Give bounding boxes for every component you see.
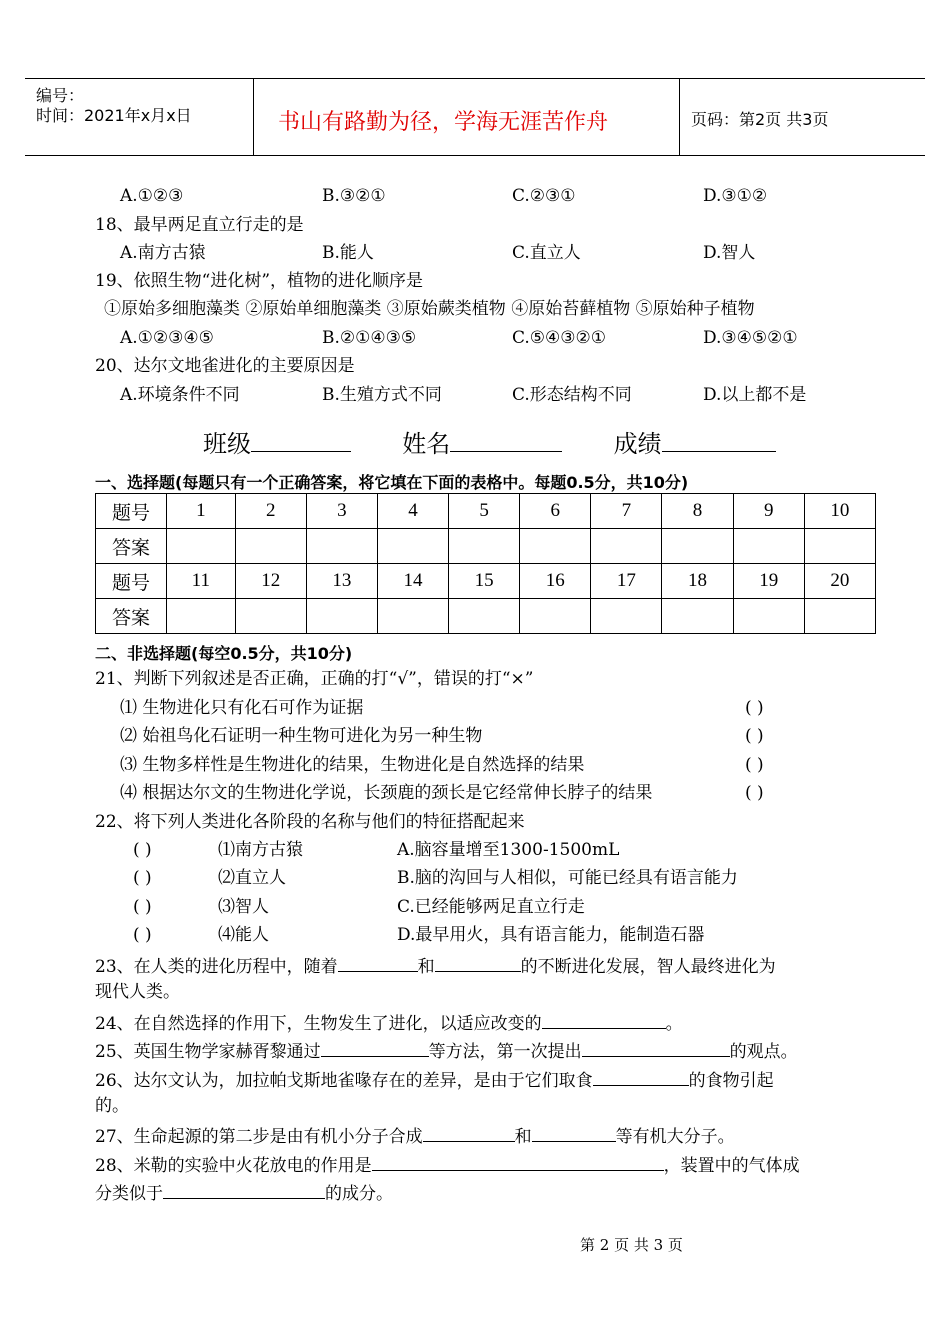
name-label: 姓名 <box>402 430 451 458</box>
answer-cell[interactable] <box>733 599 804 634</box>
q28-text: 分类似于 <box>95 1184 163 1204</box>
name-field[interactable] <box>450 429 562 452</box>
question-number: 13 <box>306 564 377 599</box>
q23-text: 23、在人类的进化历程中，随着 <box>95 957 338 977</box>
q28-blank[interactable] <box>163 1181 325 1199</box>
q18-stem: 18、最早两足直立行走的是 <box>95 215 304 235</box>
question-number: 17 <box>591 564 662 599</box>
q28-text: ，装置中的气体成 <box>663 1156 800 1176</box>
q19-items: ①原始多细胞藻类 ②原始单细胞藻类 ③原始蕨类植物 ④原始苔藓植物 ⑤原始种子植物 <box>104 299 755 319</box>
question-number: 15 <box>449 564 520 599</box>
option: B.③②① <box>322 186 386 206</box>
q22-name: ⑶智人 <box>218 897 269 917</box>
question-number: 20 <box>804 564 875 599</box>
question-number: 18 <box>662 564 733 599</box>
q27-blank[interactable] <box>532 1124 616 1142</box>
ans-label: 答案 <box>96 599 167 634</box>
header-bottom-rule <box>25 155 925 156</box>
q27-blank[interactable] <box>423 1124 515 1142</box>
answer-cell[interactable] <box>804 599 875 634</box>
q27-text: 和 <box>514 1127 532 1147</box>
question-number: 19 <box>733 564 804 599</box>
q28-continued <box>95 1181 393 1204</box>
answer-cell[interactable] <box>591 599 662 634</box>
answer-cell[interactable] <box>167 529 236 564</box>
q22-answer-paren[interactable]: ( ) <box>133 868 152 888</box>
q21-item: ⑷ 根据达尔文的生物进化学说，长颈鹿的颈长是它经常伸长脖子的结果 <box>120 783 653 803</box>
score-label: 成绩 <box>613 430 662 458</box>
option: C.形态结构不同 <box>512 385 632 405</box>
q25-blank[interactable] <box>582 1039 730 1057</box>
q26-text: 26、达尔文认为，加拉帕戈斯地雀喙存在的差异，是由于它们取食 <box>95 1071 593 1091</box>
table-row <box>96 494 876 529</box>
option: B.生殖方式不同 <box>322 385 442 405</box>
header-divider <box>253 78 254 155</box>
q28-text: 28、米勒的实验中火花放电的作用是 <box>95 1156 372 1176</box>
class-label: 班级 <box>203 430 251 458</box>
score-field[interactable] <box>662 429 776 452</box>
info-line <box>203 424 776 459</box>
q22-stem: 22、将下列人类进化各阶段的名称与他们的特征搭配起来 <box>95 812 525 832</box>
q21-item: ⑵ 始祖鸟化石证明一种生物可进化为另一种生物 <box>120 726 483 746</box>
q28-blank[interactable] <box>372 1153 664 1171</box>
q22-feature: D.最早用火，具有语言能力，能制造石器 <box>397 925 705 945</box>
option: A.①②③④⑤ <box>120 328 214 348</box>
answer-cell[interactable] <box>804 529 875 564</box>
question-number: 12 <box>235 564 306 599</box>
q22-answer-paren[interactable]: ( ) <box>133 840 152 860</box>
answer-cell[interactable] <box>449 599 520 634</box>
option: C.直立人 <box>512 243 581 263</box>
question-number: 6 <box>520 494 591 529</box>
question-number: 1 <box>167 494 236 529</box>
question-number: 14 <box>377 564 448 599</box>
option: B.能人 <box>322 243 374 263</box>
q21-answer-paren[interactable]: ( ) <box>745 755 764 775</box>
option: C.②③① <box>512 186 576 206</box>
q25 <box>95 1039 798 1062</box>
q25-text: 等方法，第一次提出 <box>428 1042 582 1062</box>
q22-feature: C.已经能够两足直立行走 <box>397 897 585 917</box>
q23-continued: 现代人类。 <box>95 982 180 1002</box>
option: D.③①② <box>703 186 768 206</box>
page-footer: 第 2 页 共 3 页 <box>580 1236 683 1254</box>
q23-blank[interactable] <box>338 954 418 972</box>
q21-answer-paren[interactable]: ( ) <box>745 783 764 803</box>
q26-text: 的食物引起 <box>688 1071 774 1091</box>
q22-name: ⑷能人 <box>218 925 269 945</box>
q22-feature: A.脑容量增至1300-1500mL <box>397 840 620 860</box>
option: A.①②③ <box>120 186 184 206</box>
q21-item: ⑶ 生物多样性是生物进化的结果，生物进化是自然选择的结果 <box>120 755 585 775</box>
q20-stem: 20、达尔文地雀进化的主要原因是 <box>95 356 355 376</box>
answer-cell[interactable] <box>662 529 733 564</box>
question-number: 9 <box>733 494 804 529</box>
q23-text: 和 <box>417 957 435 977</box>
q22-answer-paren[interactable]: ( ) <box>133 897 152 917</box>
answer-cell[interactable] <box>306 529 377 564</box>
q28-text: 的成分。 <box>325 1184 393 1204</box>
option: A.环境条件不同 <box>120 385 240 405</box>
table-row <box>96 599 876 634</box>
answer-cell[interactable] <box>235 529 306 564</box>
q24-blank[interactable] <box>542 1011 666 1029</box>
question-number: 7 <box>591 494 662 529</box>
option: C.⑤④③②① <box>512 328 607 348</box>
question-number: 5 <box>449 494 520 529</box>
q24-text: 24、在自然选择的作用下，生物发生了进化，以适应改变的 <box>95 1014 542 1034</box>
q25-text: 的观点。 <box>729 1042 798 1062</box>
table-row <box>96 529 876 564</box>
answer-cell[interactable] <box>306 599 377 634</box>
num-label: 题号 <box>96 564 167 599</box>
answer-cell[interactable] <box>377 599 448 634</box>
q25-blank[interactable] <box>321 1039 429 1057</box>
answer-cell[interactable] <box>377 529 448 564</box>
ans-label: 答案 <box>96 529 167 564</box>
q19-stem: 19、依照生物“进化树”，植物的进化顺序是 <box>95 271 424 291</box>
question-number: 4 <box>377 494 448 529</box>
q22-feature: B.脑的沟回与人相似，可能已经具有语言能力 <box>397 868 738 888</box>
q27 <box>95 1124 735 1147</box>
header-divider <box>679 78 680 155</box>
question-number: 8 <box>662 494 733 529</box>
q26-continued: 的。 <box>95 1096 129 1116</box>
q21-item: ⑴ 生物进化只有化石可作为证据 <box>120 698 364 718</box>
option: D.③④⑤②① <box>703 328 798 348</box>
num-label: 题号 <box>96 494 167 529</box>
answer-cell[interactable] <box>520 599 591 634</box>
answer-cell[interactable] <box>449 529 520 564</box>
q23 <box>95 954 776 977</box>
q23-text: 的不断进化发展，智人最终进化为 <box>520 957 776 977</box>
q22-name: ⑵直立人 <box>218 868 286 888</box>
question-number: 11 <box>167 564 236 599</box>
section1-title: 一、选择题(每题只有一个正确答案，将它填在下面的表格中。每题0.5分，共10分) <box>95 473 689 492</box>
q22-answer-paren[interactable]: ( ) <box>133 925 152 945</box>
answer-cell[interactable] <box>235 599 306 634</box>
question-number: 10 <box>804 494 875 529</box>
answer-table <box>95 493 876 634</box>
motto: 书山有路勤为径，学海无涯苦作舟 <box>278 110 609 135</box>
option: A.南方古猿 <box>120 243 206 263</box>
q21-answer-paren[interactable]: ( ) <box>745 698 764 718</box>
q22-name: ⑴南方古猿 <box>218 840 303 860</box>
answer-cell[interactable] <box>520 529 591 564</box>
q28 <box>95 1153 800 1176</box>
time-label: 时间：2021年x月x日 <box>36 106 192 125</box>
q26-blank[interactable] <box>593 1068 689 1086</box>
serial-label: 编号： <box>36 86 85 105</box>
header-top-rule <box>25 78 925 79</box>
answer-cell[interactable] <box>733 529 804 564</box>
q26 <box>95 1068 774 1091</box>
table-row <box>96 564 876 599</box>
q21-answer-paren[interactable]: ( ) <box>745 726 764 746</box>
answer-cell[interactable] <box>662 599 733 634</box>
q24 <box>95 1011 683 1034</box>
q23-blank[interactable] <box>435 954 521 972</box>
q27-text: 27、生命起源的第二步是由有机小分子合成 <box>95 1127 423 1147</box>
option: D.智人 <box>703 243 756 263</box>
answer-cell[interactable] <box>167 599 236 634</box>
q25-text: 25、英国生物学家赫胥黎通过 <box>95 1042 321 1062</box>
question-number: 16 <box>520 564 591 599</box>
answer-cell[interactable] <box>591 529 662 564</box>
section2-title: 二、非选择题(每空0.5分，共10分) <box>95 644 353 663</box>
page-info: 页码：第2页 共3页 <box>691 110 829 129</box>
class-field[interactable] <box>251 429 351 452</box>
question-number: 2 <box>235 494 306 529</box>
option: B.②①④③⑤ <box>322 328 417 348</box>
question-number: 3 <box>306 494 377 529</box>
q24-text: 。 <box>665 1014 683 1034</box>
q27-text: 等有机大分子。 <box>615 1127 735 1147</box>
q21-stem: 21、判断下列叙述是否正确，正确的打“√”，错误的打“×” <box>95 669 534 689</box>
option: D.以上都不是 <box>703 385 807 405</box>
